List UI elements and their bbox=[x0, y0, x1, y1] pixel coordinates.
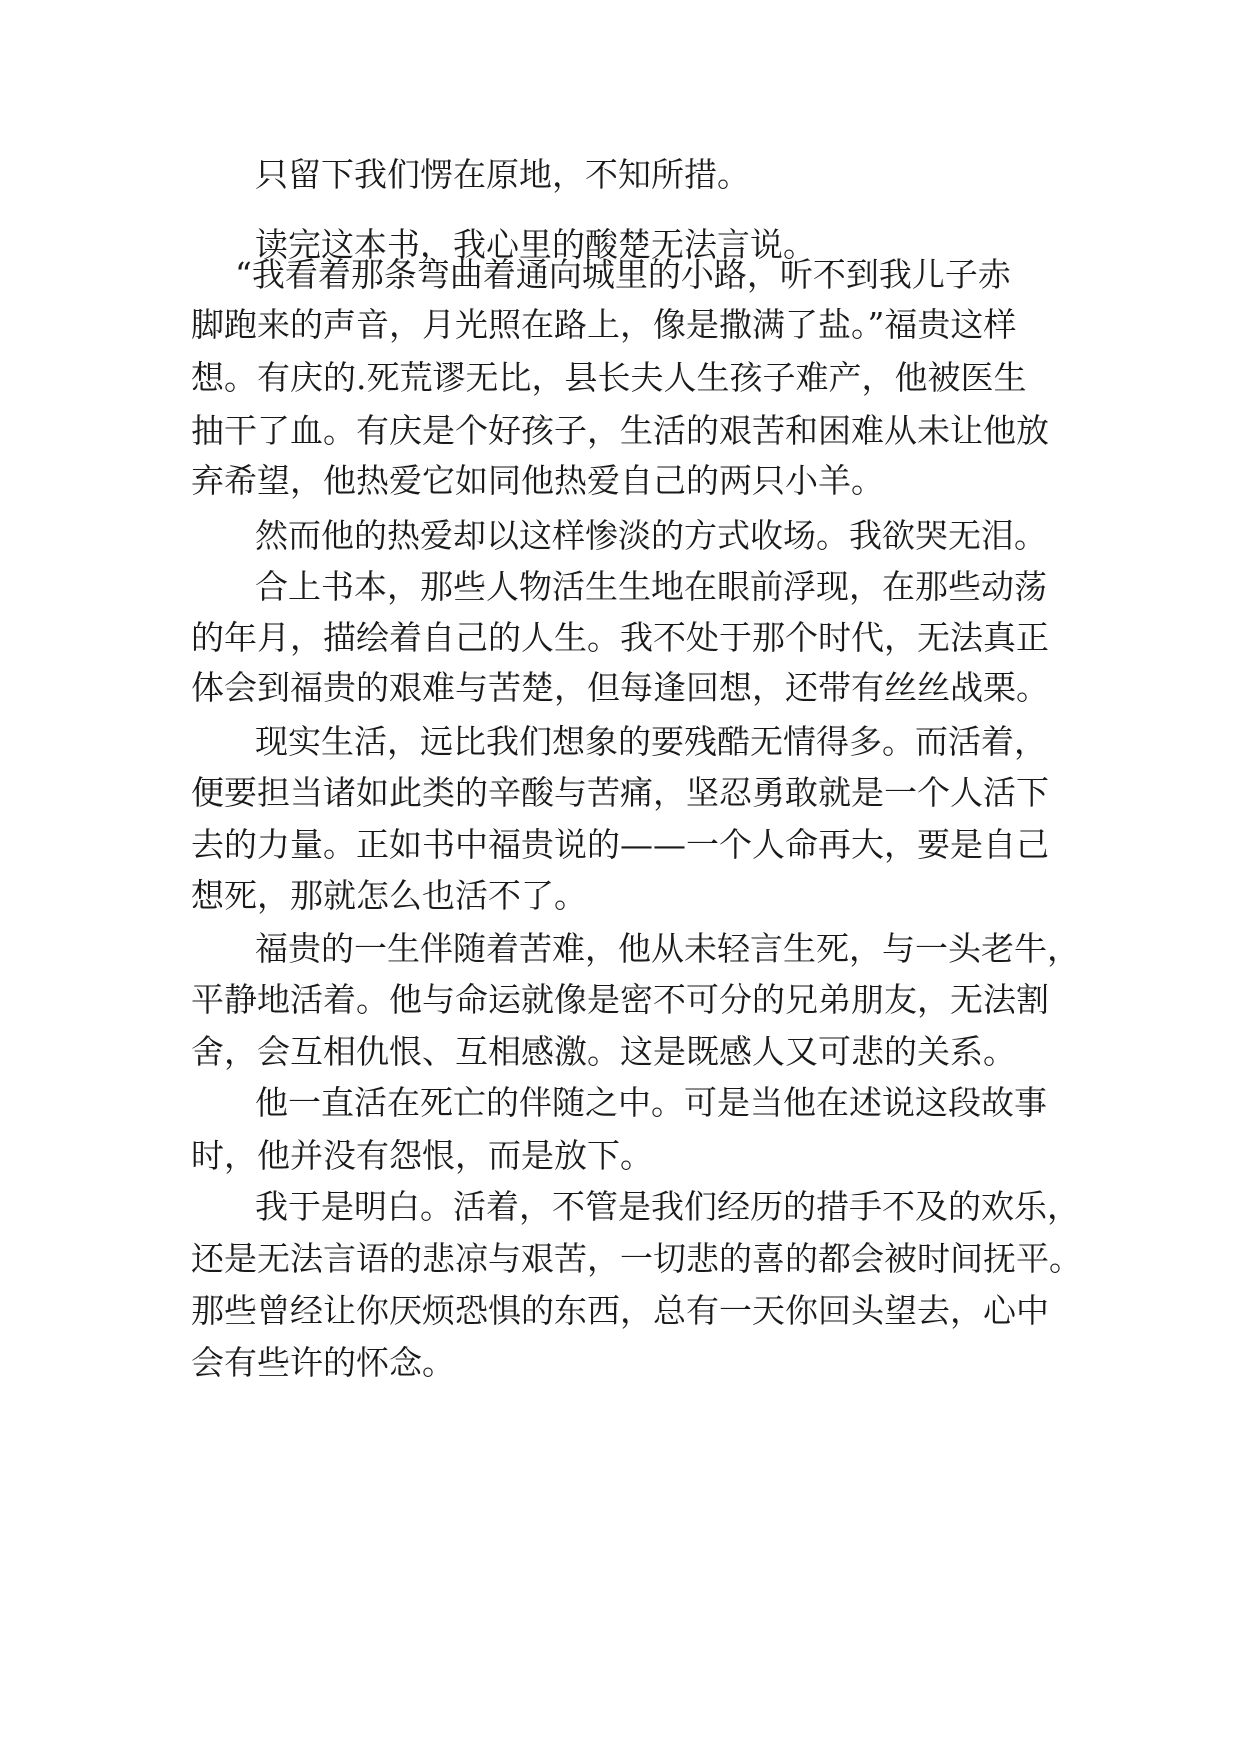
text-line: 会有些许的怀念。 bbox=[191, 1343, 455, 1382]
text-line: 还是无法言语的悲凉与艰苦，一切悲的喜的都会被时间抚平。 bbox=[191, 1239, 1082, 1278]
text-line: 他一直活在死亡的伴随之中。可是当他在述说这段故事 bbox=[255, 1083, 1047, 1122]
text-line: 体会到福贵的艰难与苦楚，但每逢回想，还带有丝丝战栗。 bbox=[191, 668, 1049, 707]
text-line: 的年月，描绘着自己的人生。我不处于那个时代，无法真正 bbox=[191, 618, 1049, 657]
text-line: 想死，那就怎么也活不了。 bbox=[191, 876, 587, 915]
text-line: 读完这本书，我心里的酸楚无法言说。 bbox=[255, 225, 816, 264]
text-line: 想。有庆的.死荒谬无比，县长夫人生孩子难产，他被医生 bbox=[191, 358, 1027, 397]
text-line: 只留下我们愣在原地，不知所措。 bbox=[255, 155, 750, 194]
text-line: 平静地活着。他与命运就像是密不可分的兄弟朋友，无法割 bbox=[191, 980, 1049, 1019]
text-line: 福贵的一生伴随着苦难，他从未轻言生死，与一头老牛， bbox=[255, 929, 1080, 968]
text-line: 现实生活，远比我们想象的要残酷无情得多。而活着， bbox=[255, 722, 1047, 761]
text-line: 然而他的热爱却以这样惨淡的方式收场。我欲哭无泪。 bbox=[255, 516, 1047, 555]
text-line: “我看着那条弯曲着通向城里的小路，听不到我儿子赤 bbox=[235, 255, 1011, 294]
text-line: 时，他并没有怨恨，而是放下。 bbox=[191, 1136, 653, 1175]
text-line: 舍，会互相仇恨、互相感激。这是既感人又可悲的关系。 bbox=[191, 1032, 1016, 1071]
text-line: 便要担当诸如此类的辛酸与苦痛，坚忍勇敢就是一个人活下 bbox=[191, 773, 1049, 812]
text-line: 弃希望，他热爱它如同他热爱自己的两只小羊。 bbox=[191, 461, 884, 500]
text-line: 那些曾经让你厌烦恐惧的东西，总有一天你回头望去，心中 bbox=[191, 1291, 1049, 1330]
text-line: 脚跑来的声音，月光照在路上，像是撒满了盐。”福贵这样 bbox=[191, 305, 1017, 344]
text-line: 合上书本，那些人物活生生地在眼前浮现，在那些动荡 bbox=[255, 567, 1047, 606]
text-line: 去的力量。正如书中福贵说的——一个人命再大，要是自己 bbox=[191, 825, 1049, 864]
text-line: 抽干了血。有庆是个好孩子，生活的艰苦和困难从未让他放 bbox=[191, 411, 1049, 450]
text-line: 我于是明白。活着，不管是我们经历的措手不及的欢乐， bbox=[255, 1187, 1080, 1226]
